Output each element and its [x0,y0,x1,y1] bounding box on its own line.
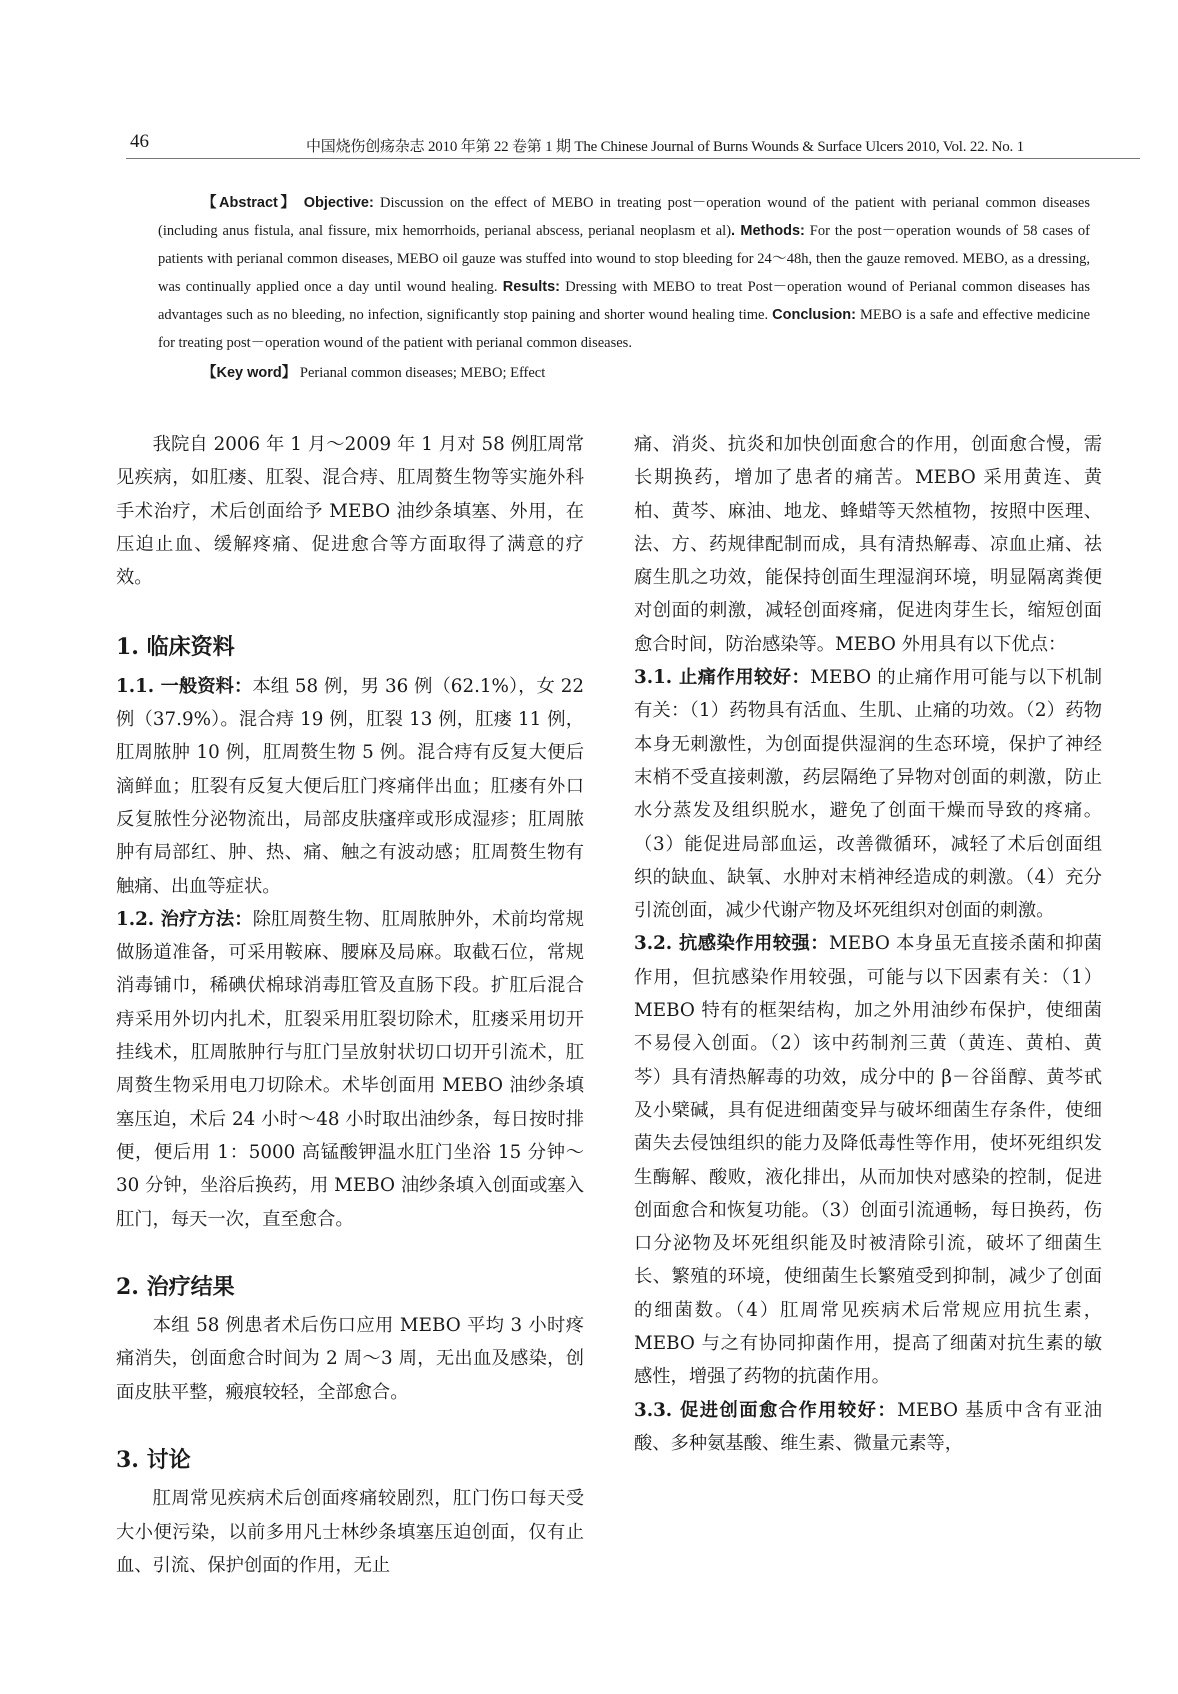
section-3-2-text: MEBO 本身虽无直接杀菌和抑菌作用，但抗感染作用较强，可能与以下因素有关：（1）MEBO 特有的框架结构，加之外用油纱布保护，使细菌不易侵入创面。（2）该中药制剂三黄（黄连、黄柏、黄芩）具有清热解毒的功效，成分中的 β－谷甾醇、黄芩甙及小檗碱，具有促进细菌变异与破坏细菌生存条件，使细菌失去侵蚀组织的能力及降低毒性等作用，使坏死组织发生酶解、酸败，液化排出，从而加快对感染的控制，促进创面愈合和恢复功能。（3）创面引流通畅，每日换药，伤口分泌物及坏死组织能及时被清除引流，破坏了细菌生长、繁殖的环境，使细菌生长繁殖受到抑制，减少了创面的细菌数。（4）肛周常见疾病术后常规应用抗生素，MEBO 与之有协同抑菌作用，提高了细菌对抗生素的敏感性，增强了药物的抗菌作用。 [634,933,1102,1388]
abstract-label: 【Abstract】 [202,195,298,211]
conclusion-text: MEBO is a safe and effective medicine for treating post－operation wound of the patient with perianal common diseases. [158,307,1090,351]
objective-label: Objective: [303,195,374,211]
left-column [116,428,584,1582]
section-3-3-heading: 3.3. 促进创面愈合作用较好： [634,1399,898,1421]
section-1-1-paragraph [116,670,584,903]
abstract-paragraph [158,189,1090,357]
methods-label: . Methods: [731,223,805,239]
intro-paragraph: 我院自 2006 年 1 月～2009 年 1 月对 58 例肛周常见疾病，如肛瘘、肛裂、混合痔、肛周赘生物等实施外科手术治疗，术后创面给予 MEBO 油纱条填塞、外用，在压迫止血、缓解疼痛、促进愈合等方面取得了满意的疗效。 [116,434,584,589]
section-3-1-heading: 3.1. 止痛作用较好： [634,667,811,689]
section-3-2-heading: 3.2. 抗感染作用较强： [634,933,830,955]
results-text: Dressing with MEBO to treat Post－operation wound of Perianal common diseases has advantages such as no bleeding, no infection, significantly stop paining and shorter wound healing time. [158,279,1090,323]
section-3-title: 3. 讨论 [116,1447,191,1474]
header-rule [126,158,1140,159]
section-3-2-paragraph [634,927,1102,1393]
keyword-paragraph [158,359,1090,387]
section-2-text: 本组 58 例患者术后伤口应用 MEBO 平均 3 小时疼痛消失，创面愈合时间为 2 周～3 周，无出血及感染，创面皮肤平整，瘢痕较轻，全部愈合。 [116,1315,584,1403]
section-1-2-paragraph [116,903,584,1236]
section-3-1-paragraph [634,661,1102,927]
objective-text: Discussion on the effect of MEBO in treating post－operation wound of the patient with perianal common diseases (including anus fistula, anal fissure, mix hemorrhoids, perianal abscess, perianal neoplasm et al) [158,195,1090,239]
section-3-1-text: MEBO 的止痛作用可能与以下机制有关：（1）药物具有活血、生肌、止痛的功效。（2）药物本身无刺激性，为创面提供湿润的生态环境，保护了神经末梢不受直接刺激，药层隔绝了异物对创面的刺激，防止水分蒸发及组织脱水，避免了创面干燥而导致的疼痛。（3）能促进局部血运，改善微循环，减轻了术后创面组织的缺血、缺氧、水肿对末梢神经造成的刺激。（4）充分引流创面，减少代谢产物及坏死组织对创面的刺激。 [634,667,1102,922]
right-column [634,428,1102,1460]
methods-text: For the post－operation wounds of 58 cases of patients with perianal common diseases, MEBO oil gauze was stuffed into wound to stop bleeding for 24～48h, then the gauze removed. MEBO, as a dressing, was continually applied once a day until wound healing. [158,223,1090,295]
conclusion-label: Conclusion: [772,307,856,323]
section-3-text-continued: 痛、消炎、抗炎和加快创面愈合的作用，创面愈合慢，需长期换药，增加了患者的痛苦。MEBO 采用黄连、黄柏、黄芩、麻油、地龙、蜂蜡等天然植物，按照中医理、法、方、药规律配制而成，具有清热解毒、凉血止痛、祛腐生肌之功效，能保持创面生理湿润环境，明显隔离粪便对创面的刺激，减轻创面疼痛，促进肉芽生长，缩短创面愈合时间，防治感染等。MEBO 外用具有以下优点： [634,434,1102,655]
section-1-2-heading: 1.2. 治疗方法： [116,908,253,930]
section-3-text: 肛周常见疾病术后创面疼痛较剧烈，肛门伤口每天受大小便污染，以前多用凡士林纱条填塞压迫创面，仅有止血、引流、保护创面的作用，无止 [116,1488,584,1576]
keyword-text: Perianal common diseases; MEBO; Effect [296,365,546,381]
results-label: Results: [502,279,560,295]
abstract-block [158,189,1090,387]
section-1-1-heading: 1.1. 一般资料： [116,675,253,697]
section-3-3-text: MEBO 基质中含有亚油酸、多种氨基酸、维生素、微量元素等， [634,1399,1102,1454]
section-1-2-text: 除肛周赘生物、肛周脓肿外，术前均常规做肠道准备，可采用鞍麻、腰麻及局麻。取截石位，常规消毒铺巾，稀碘伏棉球消毒肛管及直肠下段。扩肛后混合痔采用外切内扎术，肛裂采用肛裂切除术，肛瘘采用切开挂线术，肛周脓肿行与肛门呈放射状切口切开引流术，肛周赘生物采用电刀切除术。术毕创面用 MEBO 油纱条填塞压迫，术后 24 小时～48 小时取出油纱条，每日按时排便，便后用 1：5000 高锰酸钾温水肛门坐浴 15 分钟～30 分钟，坐浴后换药，用 MEBO 油纱条填入创面或塞入肛门，每天一次，直至愈合。 [116,908,584,1230]
section-1-title: 1. 临床资料 [116,634,235,661]
keyword-label: 【Key word】 [202,365,297,381]
section-1-1-text: 本组 58 例，男 36 例（62.1%），女 22 例（37.9%）。混合痔 19 例，肛裂 13 例，肛瘘 11 例，肛周脓肿 10 例，肛周赘生物 5 例。混合痔有反复大便后滴鲜血；肛裂有反复大便后肛门疼痛伴出血；肛瘘有外口反复脓性分泌物流出，局部皮肤瘙痒或形成湿疹；肛周脓肿有局部红、肿、热、痛、触之有波动感；肛周赘生物有触痛、出血等症状。 [116,675,584,897]
running-header: 中国烧伤创疡杂志 2010 年第 22 卷第 1 期 The Chinese Journal of Burns Wounds & Surface Ulcers 2010, Vol. 22. No. 1 [306,139,1024,155]
section-3-3-paragraph [634,1394,1102,1461]
section-2-title: 2. 治疗结果 [116,1273,235,1300]
page-number: 46 [130,131,149,152]
